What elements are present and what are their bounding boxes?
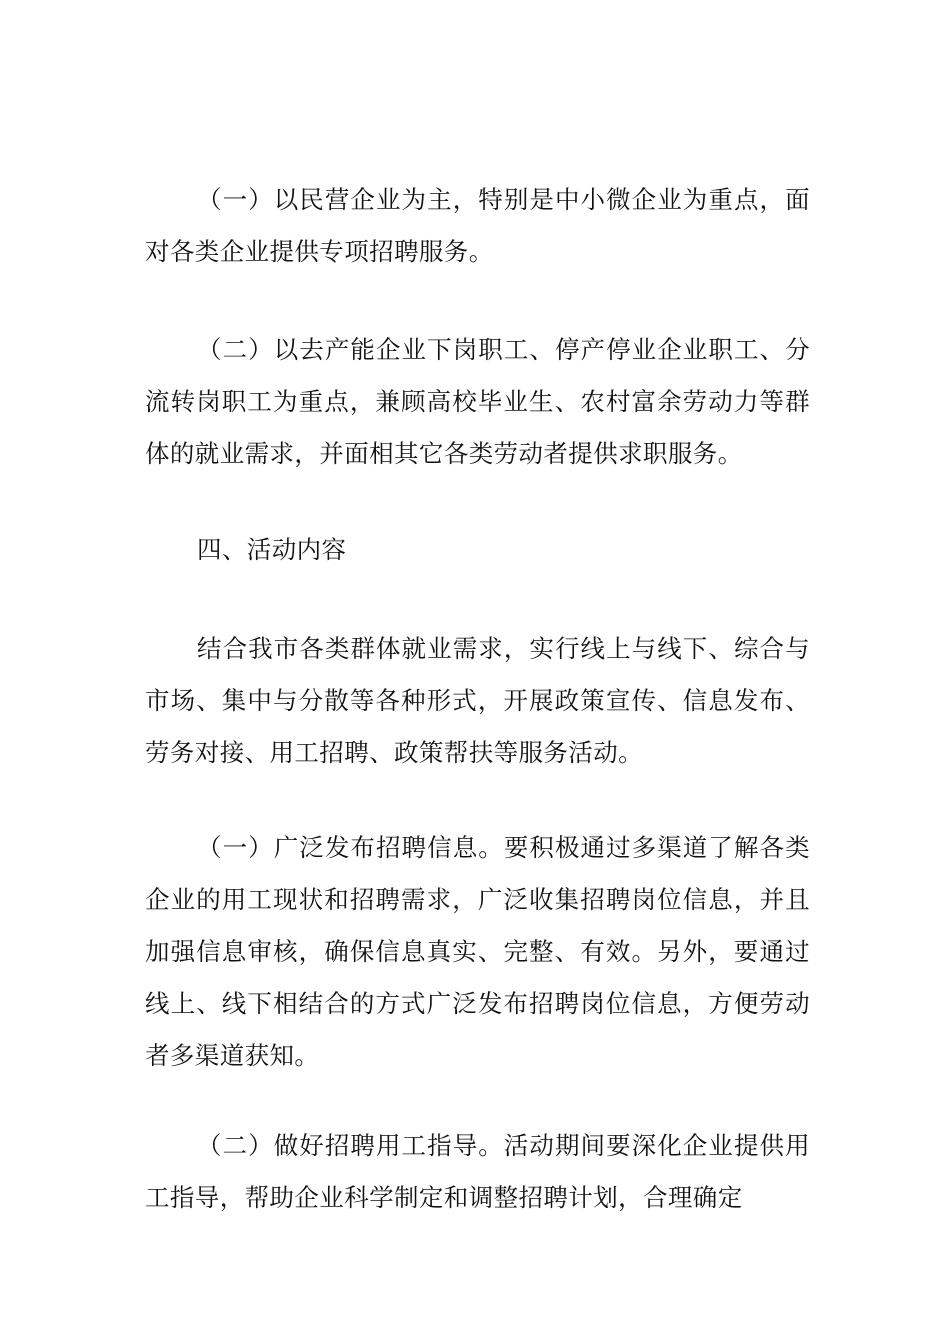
paragraph-target-workers: （二）以去产能企业下岗职工、停产停业企业职工、分流转岗职工为重点，兼顾高校毕业生、农村富余劳动力等群体的就业需求，并面相其它各类劳动者提供求职服务。 [145, 335, 810, 468]
paragraph-activity-summary: 结合我市各类群体就业需求，实行线上与线下、综合与市场、集中与分散等各种形式，开展政策宣传、信息发布、劳务对接、用工招聘、政策帮扶等服务活动。 [145, 634, 810, 767]
section-heading-activity-content: 四、活动内容 [197, 535, 347, 564]
paragraph-publish-recruitment-info: （一）广泛发布招聘信息。要积极通过多渠道了解各类企业的用工现状和招聘需求，广泛收集招聘岗位信息，并且加强信息审核，确保信息真实、完整、有效。另外，要通过线上、线下相结合的方式广泛发布招聘岗位信息，方便劳动者多渠道获知。 [145, 833, 810, 1070]
paragraph-recruitment-guidance: （二）做好招聘用工指导。活动期间要深化企业提供用工指导，帮助企业科学制定和调整招聘计划，合理确定 [145, 1131, 810, 1212]
paragraph-target-enterprises: （一）以民营企业为主，特别是中小微企业为重点，面对各类企业提供专项招聘服务。 [145, 185, 810, 266]
